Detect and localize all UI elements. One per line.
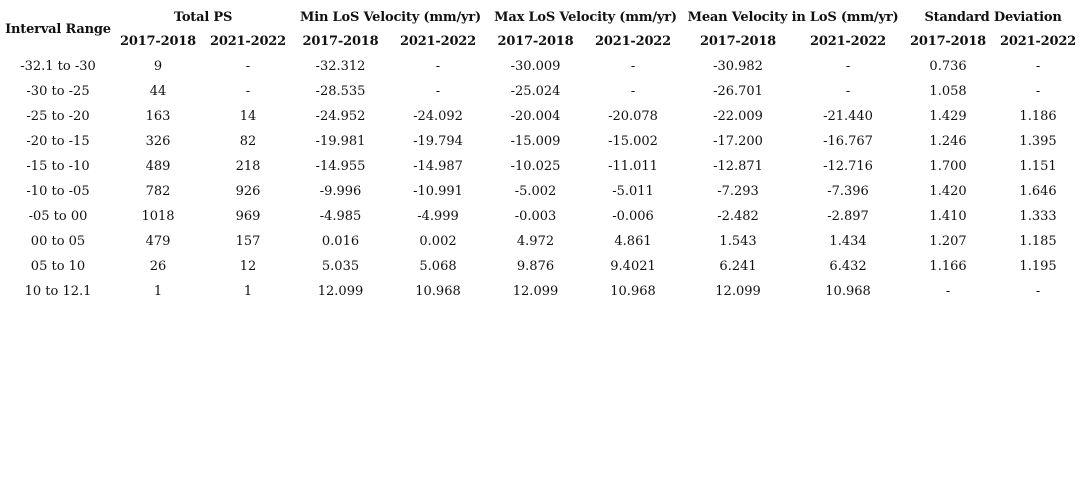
table-cell: 489 bbox=[145, 159, 171, 174]
table-cell: 1.395 bbox=[1019, 134, 1057, 149]
interval-range-cell: -30 to -25 bbox=[26, 84, 90, 99]
table-cell: - bbox=[1035, 284, 1041, 299]
table-cell: -28.535 bbox=[315, 84, 366, 99]
table-cell: 1.700 bbox=[929, 159, 967, 174]
table-cell: 12.099 bbox=[317, 284, 364, 299]
table-row bbox=[3, 79, 1083, 104]
table-cell: -19.794 bbox=[413, 134, 463, 149]
table-cell: 1.434 bbox=[829, 234, 867, 249]
table-cell: 14 bbox=[239, 109, 257, 124]
year-header: 2021-2022 bbox=[1000, 34, 1077, 49]
year-header: 2021-2022 bbox=[595, 34, 671, 49]
table-cell: 9.876 bbox=[516, 259, 555, 274]
table-cell: 5.068 bbox=[419, 259, 457, 274]
header-row-groups bbox=[3, 5, 1083, 29]
table-cell: -2.482 bbox=[717, 209, 759, 224]
table-cell: 6.432 bbox=[829, 259, 867, 274]
table-cell: -10.991 bbox=[413, 184, 463, 199]
table-cell: - bbox=[245, 59, 251, 74]
table-cell: - bbox=[845, 59, 851, 74]
table-cell: 1.058 bbox=[929, 84, 967, 99]
table-cell: 5.035 bbox=[321, 259, 360, 274]
table-body bbox=[3, 54, 1083, 304]
table-cell: 12.099 bbox=[512, 284, 559, 299]
year-header: 2017-2018 bbox=[302, 34, 379, 49]
interval-range-cell: 05 to 10 bbox=[30, 259, 86, 274]
interval-range-cell: 00 to 05 bbox=[30, 234, 86, 249]
table-cell: 479 bbox=[145, 234, 171, 249]
velocity-statistics-table-container bbox=[3, 5, 1083, 304]
table-cell: - bbox=[435, 59, 441, 74]
table-row bbox=[3, 204, 1083, 229]
table-cell: -7.293 bbox=[717, 184, 759, 199]
table-cell: -11.011 bbox=[608, 159, 658, 174]
header-row-years bbox=[3, 29, 1083, 54]
interval-range-cell: -05 to 00 bbox=[28, 209, 88, 224]
table-cell: 12.099 bbox=[715, 284, 761, 299]
table-cell: - bbox=[630, 59, 636, 74]
table-cell: - bbox=[945, 284, 951, 299]
table-cell: 1.195 bbox=[1019, 259, 1057, 274]
table-cell: 1.186 bbox=[1019, 109, 1057, 124]
group-header-total-ps: Total PS bbox=[173, 9, 233, 25]
interval-range-cell: -25 to -20 bbox=[26, 109, 90, 124]
year-header: 2017-2018 bbox=[120, 34, 196, 49]
table-cell: -26.701 bbox=[713, 84, 763, 99]
table-row bbox=[3, 104, 1083, 129]
table-cell: 782 bbox=[145, 184, 171, 199]
table-cell: - bbox=[245, 84, 251, 99]
table-cell: - bbox=[1035, 59, 1041, 74]
table-cell: 10.968 bbox=[825, 284, 871, 299]
group-header-min-los-velocity: Min LoS Velocity (mm/yr) bbox=[300, 9, 481, 25]
table-row bbox=[3, 179, 1083, 204]
table-cell: -30.982 bbox=[713, 59, 763, 74]
table-cell: -0.003 bbox=[514, 209, 557, 224]
table-row bbox=[3, 279, 1083, 304]
year-header: 2017-2018 bbox=[910, 34, 987, 49]
year-header: 2021-2022 bbox=[400, 34, 476, 49]
table-cell: 12 bbox=[239, 259, 257, 274]
table-cell: 1.420 bbox=[929, 184, 967, 199]
table-cell: 82 bbox=[239, 134, 257, 149]
table-cell: 9.4021 bbox=[610, 259, 656, 274]
table-cell: 1 bbox=[243, 284, 253, 299]
table-cell: 6.241 bbox=[719, 259, 757, 274]
table-cell: 1 bbox=[153, 284, 163, 299]
table-cell: - bbox=[630, 84, 636, 99]
table-row bbox=[3, 154, 1083, 179]
table-cell: -2.897 bbox=[827, 209, 869, 224]
table-cell: -14.987 bbox=[413, 159, 463, 174]
table-cell: 44 bbox=[149, 84, 167, 99]
year-header: 2017-2018 bbox=[497, 34, 574, 49]
table-cell: -24.952 bbox=[315, 109, 366, 124]
table-cell: -15.002 bbox=[608, 134, 658, 149]
table-cell: -5.011 bbox=[612, 184, 654, 199]
table-cell: 1.410 bbox=[929, 209, 967, 224]
table-cell: -20.004 bbox=[510, 109, 561, 124]
table-cell: - bbox=[845, 84, 851, 99]
table-cell: - bbox=[1035, 84, 1041, 99]
table-cell: 157 bbox=[235, 234, 261, 249]
table-cell: 26 bbox=[149, 259, 167, 274]
interval-range-cell: -32.1 to -30 bbox=[20, 59, 96, 74]
table-cell: 1.207 bbox=[929, 234, 967, 249]
table-cell: - bbox=[435, 84, 441, 99]
table-cell: -10.025 bbox=[510, 159, 561, 174]
table-cell: 1018 bbox=[141, 209, 175, 224]
table-cell: 9 bbox=[153, 59, 163, 74]
table-cell: 1.646 bbox=[1019, 184, 1057, 199]
table-cell: -12.716 bbox=[823, 159, 873, 174]
interval-range-cell: -20 to -15 bbox=[26, 134, 90, 149]
table-cell: 1.333 bbox=[1019, 209, 1057, 224]
table-cell: -7.396 bbox=[827, 184, 869, 199]
table-cell: -14.955 bbox=[315, 159, 366, 174]
table-cell: -12.871 bbox=[713, 159, 763, 174]
table-cell: 0.736 bbox=[929, 59, 967, 74]
table-cell: -24.092 bbox=[413, 109, 463, 124]
table-cell: -15.009 bbox=[510, 134, 561, 149]
year-header: 2021-2022 bbox=[810, 34, 887, 49]
table-cell: 4.861 bbox=[614, 234, 652, 249]
group-header-max-los-velocity: Max LoS Velocity (mm/yr) bbox=[494, 9, 677, 25]
table-row bbox=[3, 54, 1083, 79]
table-row bbox=[3, 229, 1083, 254]
table-row bbox=[3, 254, 1083, 279]
interval-range-cell: -10 to -05 bbox=[26, 184, 90, 199]
table-cell: -19.981 bbox=[315, 134, 366, 149]
column-header-interval-range: Interval Range bbox=[5, 22, 111, 37]
table-cell: 4.972 bbox=[516, 234, 555, 249]
table-cell: -4.985 bbox=[319, 209, 362, 224]
year-header: 2017-2018 bbox=[700, 34, 777, 49]
year-header: 2021-2022 bbox=[210, 34, 286, 49]
table-cell: 1.429 bbox=[929, 109, 967, 124]
table-cell: -9.996 bbox=[319, 184, 362, 199]
table-cell: -30.009 bbox=[510, 59, 561, 74]
table-cell: -0.006 bbox=[612, 209, 654, 224]
table-cell: -4.999 bbox=[417, 209, 459, 224]
table-cell: 0.016 bbox=[321, 234, 360, 249]
table-cell: 1.543 bbox=[719, 234, 757, 249]
table-cell: -21.440 bbox=[823, 109, 873, 124]
table-cell: 1.166 bbox=[929, 259, 967, 274]
velocity-statistics-table bbox=[3, 5, 1083, 304]
table-cell: -32.312 bbox=[315, 59, 366, 74]
table-cell: 969 bbox=[235, 209, 261, 224]
table-cell: 218 bbox=[235, 159, 261, 174]
interval-range-cell: -15 to -10 bbox=[26, 159, 90, 174]
table-cell: -17.200 bbox=[713, 134, 763, 149]
table-cell: 326 bbox=[145, 134, 171, 149]
table-cell: 1.246 bbox=[929, 134, 967, 149]
table-cell: -20.078 bbox=[608, 109, 658, 124]
table-cell: -5.002 bbox=[514, 184, 557, 199]
table-cell: 1.151 bbox=[1019, 159, 1057, 174]
table-cell: -25.024 bbox=[510, 84, 561, 99]
table-row bbox=[3, 129, 1083, 154]
interval-range-cell: 10 to 12.1 bbox=[24, 284, 92, 299]
table-cell: 10.968 bbox=[415, 284, 461, 299]
table-cell: 10.968 bbox=[610, 284, 656, 299]
table-cell: 0.002 bbox=[419, 234, 457, 249]
table-cell: 163 bbox=[145, 109, 171, 124]
table-cell: -22.009 bbox=[713, 109, 763, 124]
table-cell: 926 bbox=[235, 184, 261, 199]
table-cell: -16.767 bbox=[823, 134, 873, 149]
table-cell: 1.185 bbox=[1019, 234, 1057, 249]
group-header-mean-velocity: Mean Velocity in LoS (mm/yr) bbox=[687, 9, 899, 25]
group-header-standard-deviation: Standard Deviation bbox=[924, 9, 1062, 25]
